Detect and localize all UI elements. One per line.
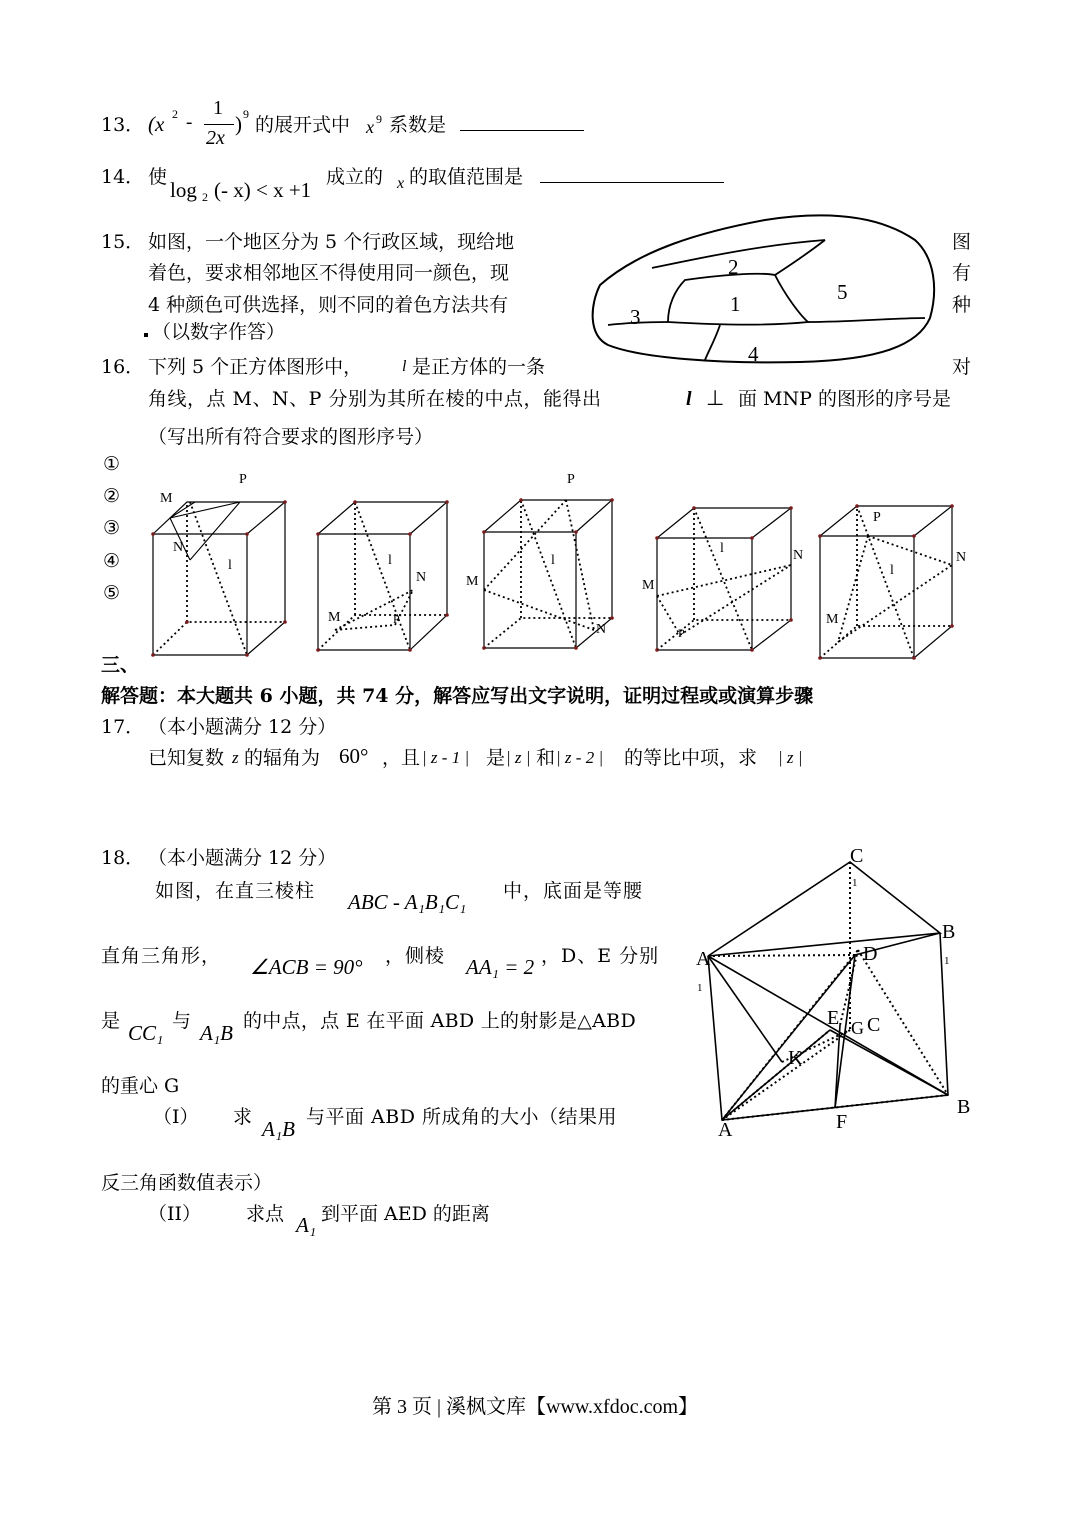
prism-label-C1-sub: 1 [852, 877, 858, 889]
prism-label-K: K [788, 1047, 803, 1069]
q17-angle: 60° [339, 744, 369, 768]
q13-number: 13． [101, 114, 145, 136]
q15-right2: 有 [952, 262, 972, 284]
region-label-5: 5 [837, 280, 848, 304]
q13-frac-num: 1 [213, 97, 223, 119]
q18-p3b: 与 [172, 1010, 192, 1032]
q18-part1-text2: 与平面 ABD 所成角的大小（结果用 [306, 1106, 617, 1128]
q18-p2: 直角三角形， [101, 945, 222, 967]
q17-abs1: | z - 1 | [422, 748, 470, 767]
cube5-label-M: M [826, 612, 839, 627]
q15-right3: 种 [952, 294, 972, 316]
q17-text2: 的辐角为 [244, 747, 321, 769]
q16-line3: （写出所有符合要求的图形序号） [148, 426, 434, 448]
q14-text2: 的取值范围是 [409, 166, 524, 188]
q17-text4: 是 [486, 747, 506, 769]
q18-part2-a1: A₁ [296, 1213, 317, 1237]
q13-base: (x [148, 112, 165, 136]
q16-option-4: ④ [103, 550, 121, 572]
q14-text1: 成立的 [326, 166, 384, 188]
q14-log-base: 2 [202, 190, 208, 204]
q13-text2: 系数是 [389, 114, 447, 136]
q17-abs4: | z | [778, 748, 803, 767]
q18-p2b: ，侧棱 [385, 945, 446, 967]
q14-x: x [397, 175, 405, 192]
prism-label-A1: A [696, 948, 711, 970]
q18-score: （本小题满分 12 分） [148, 847, 337, 869]
region-label-4: 4 [748, 342, 759, 366]
page-footer: 第 3 页 | 溪枫文库【www.xfdoc.com】 [372, 1396, 699, 1418]
cube5-label-l: l [890, 563, 894, 578]
q14-lead: 使 [148, 166, 168, 188]
q15-line2: 着色，要求相邻地区不得使用同一颜色，现 [148, 262, 510, 284]
prism-label-F: F [836, 1111, 848, 1133]
region-label-2: 2 [728, 255, 739, 279]
prism-label-B: B [957, 1096, 971, 1118]
q13-close: ) [235, 112, 242, 136]
q18-p3a: 是 [101, 1010, 121, 1032]
q17-text6: 的等比中项，求 [624, 747, 758, 769]
q18-angle: ∠ACB = 90° [250, 955, 363, 979]
cube4-label-P: P [678, 626, 685, 640]
q13-xexp: 9 [376, 112, 382, 126]
q13-x: x [366, 117, 374, 137]
prism-label-G: G [851, 1018, 864, 1038]
prism-label-A: A [718, 1119, 733, 1141]
q18-edge: AA₁ = 2 [466, 955, 535, 979]
cube3-label-N: N [596, 622, 607, 637]
cube2-label-P: P [393, 612, 400, 626]
q16-line2a: 角线，点 M、N、P 分别为其所在棱的中点，能得出 [148, 388, 602, 410]
q16-right1: 对 [952, 356, 972, 378]
cube1-label-N: N [173, 540, 184, 555]
q14-log-arg: (- x) < x +1 [214, 178, 312, 202]
prism-label-E: E [827, 1007, 840, 1029]
q18-part2-text2: 到平面 AED 的距离 [321, 1203, 490, 1225]
region-label-3: 3 [630, 305, 641, 329]
q16-option-2: ② [103, 485, 121, 507]
prism-label-B1: B [942, 921, 956, 943]
q16-option-5: ⑤ [103, 582, 121, 604]
cube3-label-P: P [567, 472, 575, 487]
q17-abs2: | z | [506, 748, 531, 767]
q16-number: 16． [101, 356, 145, 378]
q18-part2-text1: 求点 [246, 1203, 285, 1225]
prism-label-C: C [867, 1014, 881, 1036]
q18-p2c: ，D、E 分别 [541, 945, 660, 967]
q13-square: 2 [172, 107, 178, 121]
prism-label-D: D [863, 943, 878, 965]
q16-perp: ⊥ [706, 386, 725, 410]
q13-exponent: 9 [243, 107, 249, 121]
prism-label-A1-sub: 1 [697, 982, 703, 994]
cube5-label-P: P [873, 510, 881, 525]
q13-minus: - [186, 112, 193, 133]
q18-p1b: 中，底面是等腰 [503, 880, 644, 902]
cube4-label-N: N [793, 548, 804, 563]
cube1-label-P: P [239, 472, 247, 487]
cube1-label-M: M [160, 491, 173, 506]
q17-text1: 已知复数 [148, 747, 225, 769]
cube4-label-M: M [642, 578, 655, 593]
q13-frac-den: 2x [206, 127, 225, 149]
q18-part1-a1b: A₁B [262, 1117, 295, 1141]
section-number: 三、 [101, 654, 140, 676]
q17-abs3: | z - 2 | [556, 748, 604, 767]
cube3-label-l: l [551, 553, 555, 568]
q18-p4: 的重心 G [101, 1075, 180, 1097]
q17-score: （本小题满分 12 分） [148, 716, 337, 738]
cube2-label-N: N [416, 570, 427, 585]
q15-line1: 如图，一个地区分为 5 个行政区域，现给地 [148, 231, 515, 253]
cube5-label-N: N [956, 550, 967, 565]
q18-part1-label: （I） [153, 1106, 199, 1128]
q13-text1: 的展开式中 [255, 114, 351, 136]
q17-z: z [232, 748, 239, 767]
q18-part1-text1: 求 [233, 1106, 253, 1128]
q16-l1: l [402, 358, 407, 375]
cube2-label-l: l [388, 553, 392, 568]
q17-text3: ，且 [382, 747, 421, 769]
q16-line2b: 面 MNP 的图形的序号是 [738, 388, 951, 410]
q15-right1: 图 [952, 231, 972, 253]
cube1-label-l: l [228, 558, 232, 573]
prism-label-C1: C [850, 845, 864, 867]
q17-text5: 和 [536, 747, 556, 769]
q18-part1-text3: 反三角函数值表示） [101, 1172, 273, 1194]
q15-line3: 4 种颜色可供选择，则不同的着色方法共有 [148, 294, 509, 316]
q16-line1b: 是正方体的一条 [412, 356, 546, 378]
q16-l2: l [686, 388, 692, 410]
q18-a1b: A₁B [200, 1021, 233, 1045]
cube4-label-l: l [720, 541, 724, 556]
q15-line4: （以数字作答） [152, 321, 286, 343]
q18-p1: 如图，在直三棱柱 [155, 880, 316, 902]
q18-cc1: CC₁ [128, 1021, 164, 1045]
section-title: 解答题：本大题共 6 小题，共 74 分，解答应写出文字说明，证明过程或或演算步骤 [101, 685, 814, 707]
prism-label-B1-sub: 1 [944, 955, 950, 967]
q17-number: 17． [101, 716, 145, 738]
q16-option-3: ③ [103, 517, 121, 539]
cube2-label-M: M [328, 610, 341, 625]
q14-number: 14． [101, 166, 145, 188]
q18-number: 18． [101, 847, 145, 869]
q14-log: log [170, 178, 197, 202]
q18-part2-label: （II） [148, 1203, 202, 1225]
q16-line1: 下列 5 个正方体图形中， [148, 356, 363, 378]
q16-option-1: ① [103, 453, 121, 475]
q18-prism: ABC - A₁B₁C₁ [348, 890, 467, 914]
q18-p3c: 的中点，点 E 在平面 ABD 上的射影是△ABD [243, 1010, 636, 1032]
q15-number: 15． [101, 231, 145, 253]
region-label-1: 1 [730, 292, 741, 316]
cube3-label-M: M [466, 574, 479, 589]
